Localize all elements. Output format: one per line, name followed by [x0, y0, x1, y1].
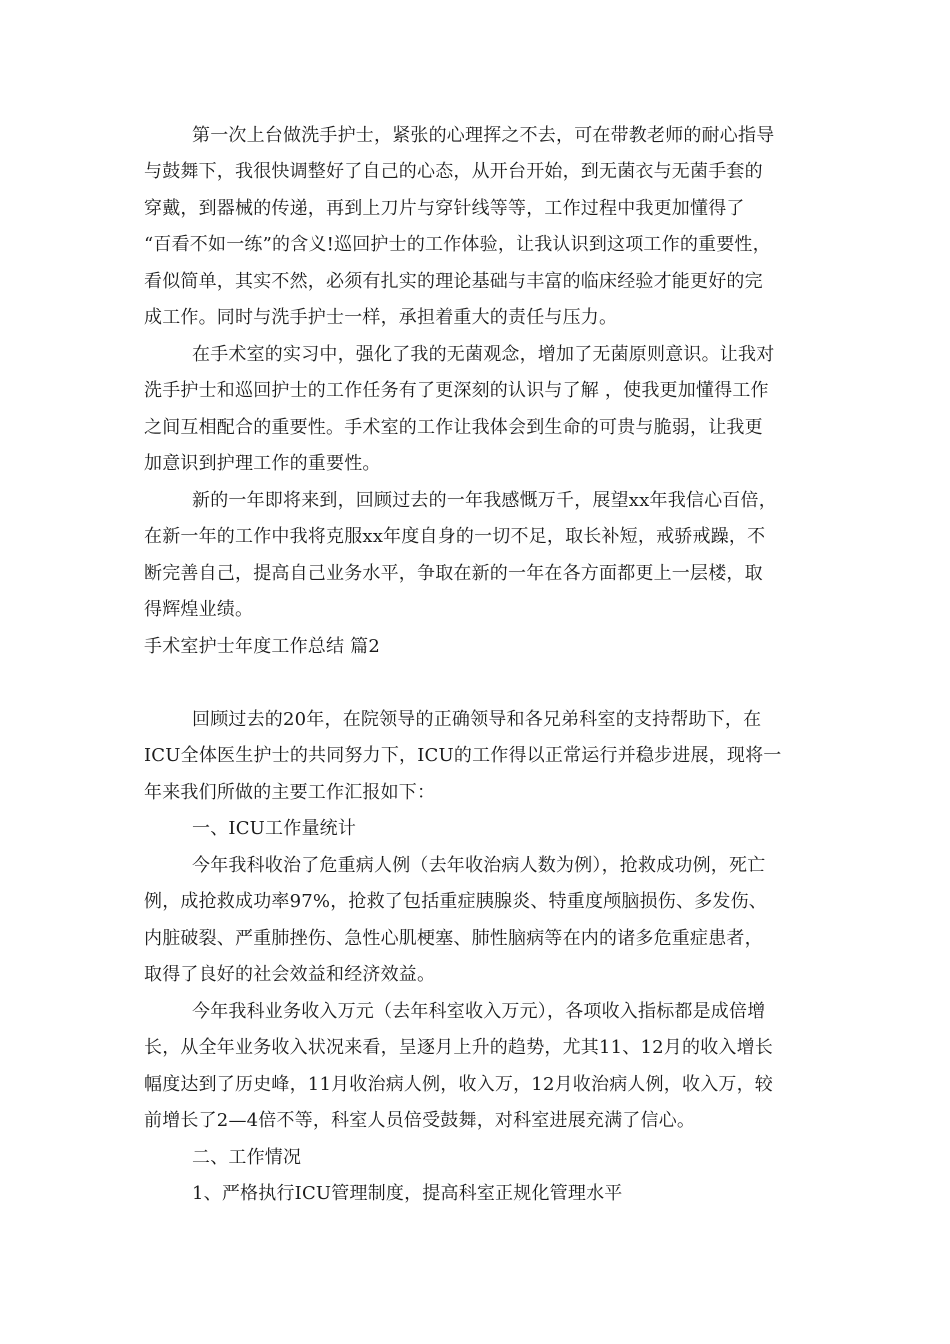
- paragraph-line: 看似简单，其实不然，必须有扎实的理论基础与丰富的临床经验才能更好的完: [144, 271, 763, 292]
- paragraph-line: 与鼓舞下，我很快调整好了自己的心态，从开台开始，到无菌衣与无菌手套的: [144, 161, 763, 182]
- paragraph-line: 成工作。同时与洗手护士一样，承担着重大的责任与压力。: [144, 307, 618, 328]
- paragraph-line: 断完善自己，提高自己业务水平，争取在新的一年在各方面都更上一层楼，取: [144, 563, 763, 584]
- section-title: 手术室护士年度工作总结 篇2: [144, 636, 380, 657]
- paragraph-line: 新的一年即将来到，回顾过去的一年我感慨万千，展望xx年我信心百倍，: [192, 490, 777, 511]
- subheading: 二、工作情况: [192, 1147, 302, 1168]
- paragraph-line: 幅度达到了历史峰，11月收治病人例，收入万，12月收治病人例，收入万，较: [144, 1074, 774, 1095]
- paragraph-line: 今年我科业务收入万元（去年科室收入万元），各项收入指标都是成倍增: [192, 1001, 766, 1022]
- paragraph-line: 前增长了2—4倍不等，科室人员倍受鼓舞，对科室进展充满了信心。: [144, 1110, 696, 1131]
- paragraph-line: 穿戴，到器械的传递，再到上刀片与穿针线等等，工作过程中我更加懂得了: [144, 198, 745, 219]
- paragraph-line: 回顾过去的20年，在院领导的正确领导和各兄弟科室的支持帮助下，在: [192, 709, 762, 730]
- paragraph-line: “百看不如一练”的含义!巡回护士的工作体验，让我认识到这项工作的重要性，: [144, 234, 771, 255]
- paragraph-line: 例，成抢救成功率97%，抢救了包括重症胰腺炎、特重度颅脑损伤、多发伤、: [144, 891, 768, 912]
- paragraph-line: 加意识到护理工作的重要性。: [144, 453, 381, 474]
- paragraph-line: ICU全体医生护士的共同努力下，ICU的工作得以正常运行并稳步进展，现将一: [144, 745, 782, 766]
- paragraph-line: 年来我们所做的主要工作汇报如下：: [144, 782, 436, 803]
- paragraph-line: 今年我科收治了危重病人例（去年收治病人数为例），抢救成功例，死亡: [192, 855, 766, 876]
- paragraph-line: 得辉煌业绩。: [144, 599, 254, 620]
- paragraph-line: 在手术室的实习中，强化了我的无菌观念，增加了无菌原则意识。让我对: [192, 344, 775, 365]
- subheading: 一、ICU工作量统计: [192, 818, 357, 839]
- paragraph-line: 之间互相配合的重要性。手术室的工作让我体会到生命的可贵与脆弱，让我更: [144, 417, 763, 438]
- paragraph-line: 取得了良好的社会效益和经济效益。: [144, 964, 436, 985]
- paragraph-line: 在新一年的工作中我将克服xx年度自身的一切不足，取长补短，戒骄戒躁，不: [144, 526, 766, 547]
- paragraph-line: 内脏破裂、严重肺挫伤、急性心肌梗塞、肺性脑病等在内的诸多危重症患者，: [144, 928, 763, 949]
- paragraph-line: 洗手护士和巡回护士的工作任务有了更深刻的认识与了解 ，使我更加懂得工作: [144, 380, 769, 401]
- subheading: 1、严格执行ICU管理制度，提高科室正规化管理水平: [192, 1183, 623, 1204]
- paragraph-line: 第一次上台做洗手护士，紧张的心理挥之不去，可在带教老师的耐心指导: [192, 125, 775, 146]
- paragraph-line: 长，从全年业务收入状况来看，呈逐月上升的趋势，尤其11、12月的收入增长: [144, 1037, 774, 1058]
